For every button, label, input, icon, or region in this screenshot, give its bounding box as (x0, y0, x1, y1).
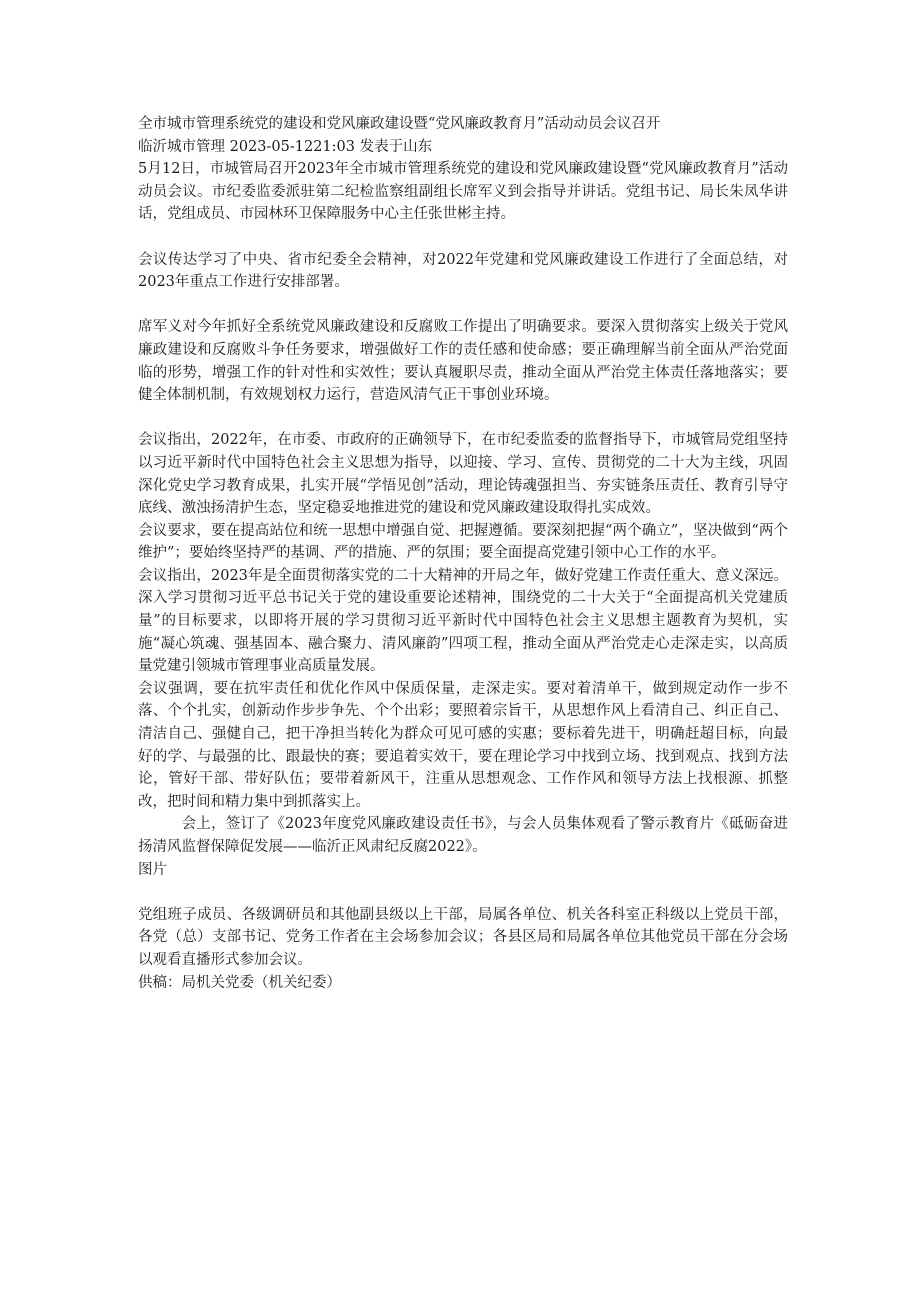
paragraph-requirements: 席军义对今年抓好全系统党风廉政建设和反腐败工作提出了明确要求。要深入贯彻落实上级关于党风廉政建设和反腐败斗争任务要求，增强做好工作的责任感和使命感；要正确理解当前全面从严治党面临的形势，增强工作的针对性和实效性；要认真履职尽责，推动全面从严治党主体责任落地落实；要健全体制机制，有效规划权力运行，营造风清气正干事创业环境。 (138, 319, 788, 404)
article-title: 全市城市管理系统党的建设和党风廉政建设暨“党风廉政教育月”活动动员会议召开 (138, 116, 661, 132)
article-byline: 临沂城市管理 2023-05-1221:03 发表于山东 (138, 138, 433, 155)
paragraph-signing: 会上，签订了《2023年度党风廉政建设责任书》，与会人员集体观看了警示教育片《砥砺奋进扬清风监督保障促发展——临沂正风肃纪反腐2022》。 (138, 816, 788, 855)
paragraph-attendees: 党组班子成员、各级调研员和其他副县级以上干部，局属各单位、机关各科室正科级以上党员干部，各党（总）支部书记、党务工作者在主会场参加会议；各县区局和局属各单位其他党员干部在分会场以观看直播形式参加会议。 (138, 906, 788, 968)
paragraph-review-2022: 会议指出，2022年，在市委、市政府的正确领导下，在市纪委监委的监督指导下，市城管局党组坚持以习近平新时代中国特色社会主义思想为指导，以迎接、学习、宣传、贯彻党的二十大为主线，巩固深化党史学习教育成果，扎实开展“学悟见创”活动，理论铸魂强担当、夯实链条压责任、教育引导守底线、激浊扬清护生态，坚定稳妥地推进党的建设和党风廉政建设取得扎实成效。 (138, 432, 788, 517)
paragraph-plan-2023: 会议指出，2023年是全面贯彻落实党的二十大精神的开局之年，做好党建工作责任重大、意义深远。深入学习贯彻习近平总书记关于党的建设重要论述精神，围绕党的二十大关于“全面提高机关党建质量”的目标要求，以即将开展的学习贯彻习近平新时代中国特色社会主义思想主题教育为契机，实施“凝心筑魂、强基固本、融合聚力、清风廉韵”四项工程，推动全面从严治党走心走深走实，以高质量党建引领城市管理事业高质量发展。 (138, 567, 788, 675)
article (138, 113, 788, 994)
paragraph-gap (138, 226, 788, 249)
contributor-line: 供稿：局机关党委（机关纪委） (138, 974, 341, 991)
paragraph-summary: 会议传达学习了中央、省市纪委全会精神，对2022年党建和党风廉政建设工作进行了全面总结，对2023年重点工作进行安排部署。 (138, 251, 788, 291)
paragraph-gap (138, 294, 788, 317)
paragraph-emphasis: 会议强调，要在抗牢责任和优化作风中保质保量，走深走实。要对着清单干，做到规定动作一步不落、个个扎实，创新动作步步争先、个个出彩；要照着宗旨干，从思想作风上看清自己、纠正自己、清洁自己、强健自己，把干净担当转化为群众可见可感的实惠；要标着先进干，明确赶超目标，向最好的学、与最强的比、跟最快的赛；要追着实效干，要在理论学习中找到立场、找到观点、找到方法论，管好干部、带好队伍；要带着新风干，注重从思想观念、工作作风和领导方法上找根源、抓整改，把时间和精力集中到抓落实上。 (138, 680, 788, 810)
paragraph-opening: 5月12日，市城管局召开2023年全市城市管理系统党的建设和党风廉政建设暨“党风廉政教育月”活动动员会议。市纪委监委派驻第二纪检监察组副组长席军义到会指导并讲话。党组书记、局长朱凤华讲话，党组成员、市园林环卫保障服务中心主任张世彬主持。 (138, 161, 788, 223)
paragraph-gap (138, 407, 788, 430)
image-caption: 图片 (138, 861, 167, 878)
paragraph-gap (138, 881, 788, 904)
paragraph-demands: 会议要求，要在提高站位和统一思想中增强自觉、把握遵循。要深刻把握“两个确立”，坚决做到“两个维护”；要始终坚持严的基调、严的措施、严的氛围；要全面提高党建引领中心工作的水平。 (138, 522, 788, 562)
